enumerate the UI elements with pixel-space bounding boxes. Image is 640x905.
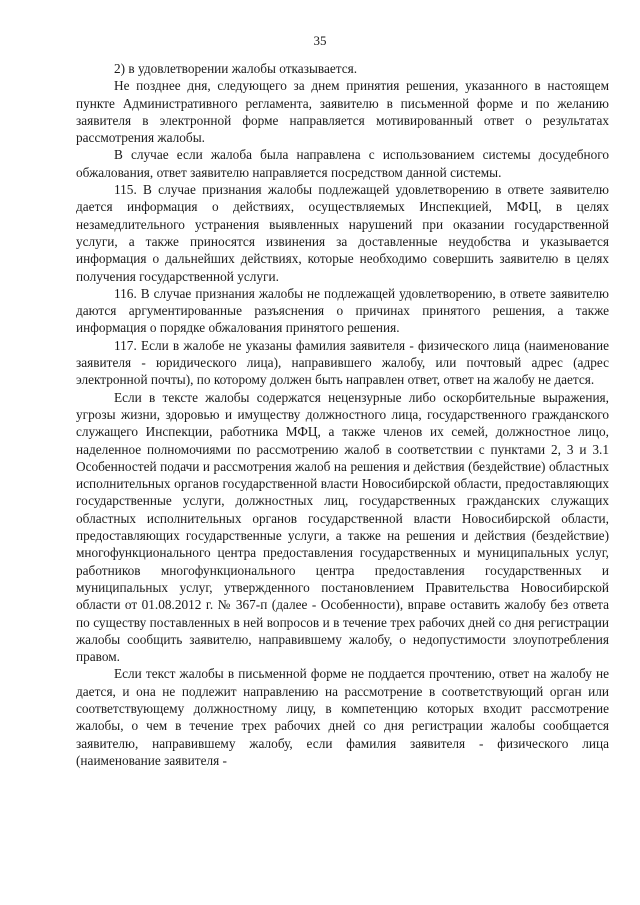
paragraph: В случае если жалоба была направлена с использованием системы досудебного обжалования, ответ заявителю направляется посредством данной системы. bbox=[76, 147, 609, 180]
paragraph: Если текст жалобы в письменной форме не поддается прочтению, ответ на жалобу не дается, и она не подлежит направлению на рассмотрение в соответствующий орган или соответствующему должностному лицу, в компетенцию которых входит рассмотрение жалобы, о чем в течение трех рабочих дней со дня регистрации жалобы сообщается заявителю, направившему жалобу, если фамилия заявителя - физического лица (наименование заявителя - bbox=[76, 666, 609, 768]
paragraph-item-117: 117. Если в жалобе не указаны фамилия заявителя - физического лица (наименование заявителя - юридического лица), направившего жалобу, или почтовый адрес (адрес электронной почты), по которому должен быть направлен ответ, ответ на жалобу не дается. bbox=[76, 337, 609, 388]
page-number: 35 bbox=[313, 33, 327, 48]
paragraph: Не позднее дня, следующего за днем принятия решения, указанного в настоящем пункте Административного регламента, заявителю в письменной форме и по желанию заявителя в электронной форме направляется мотивированный ответ о результатах рассмотрения жалобы. bbox=[76, 78, 609, 146]
paragraph-item-116: 116. В случае признания жалобы не подлежащей удовлетворению, в ответе заявителю даются аргументированные разъяснения о причинах принятого решения, а также информация о порядке обжалования принятого решения. bbox=[76, 285, 609, 336]
document-body bbox=[76, 60, 609, 769]
paragraph: 2) в удовлетворении жалобы отказывается. bbox=[114, 61, 358, 76]
paragraph: Если в тексте жалобы содержатся нецензурные либо оскорбительные выражения, угрозы жизни, здоровью и имуществу должностного лица, государственного гражданского служащего Инспекции, работника МФЦ, а также членов их семей, должностное лицо, наделенное полномочиями по рассмотрению жалоб в соответствии с пунктами 2, 3 и 3.1 Особенностей подачи и рассмотрения жалоб на решения и действия (бездействие) областных исполнительных органов государственной власти Новосибирской области, предоставляющих государственные услуги, должностных лиц, государственных гражданских служащих областных исполнительных органов государственной власти Новосибирской области, предоставляющих государственные услуги, а также на решения и действия (бездействие) многофункционального центра предоставления государственных и муниципальных услуг, работников многофункционального центра предоставления государственных и муниципальных услуг, утвержденного постановлением Правительства Новосибирской области от 01.08.2012 г. № 367-п (далее - Особенности), вправе оставить жалобу без ответа по существу поставленных в ней вопросов и в течение трех рабочих дней со дня регистрации жалобы сообщить заявителю, направившему жалобу, о недопустимости злоупотребления правом. bbox=[76, 389, 609, 665]
paragraph-item-115: 115. В случае признания жалобы подлежащей удовлетворению в ответе заявителю дается информация о действиях, осуществляемых Инспекцией, МФЦ, в целях незамедлительного устранения выявленных нарушений при оказании государственной услуги, а также приносятся извинения за доставленные неудобства и указывается информация о дальнейших действиях, которые необходимо совершить заявителю в целях получения государственной услуги. bbox=[76, 182, 609, 284]
